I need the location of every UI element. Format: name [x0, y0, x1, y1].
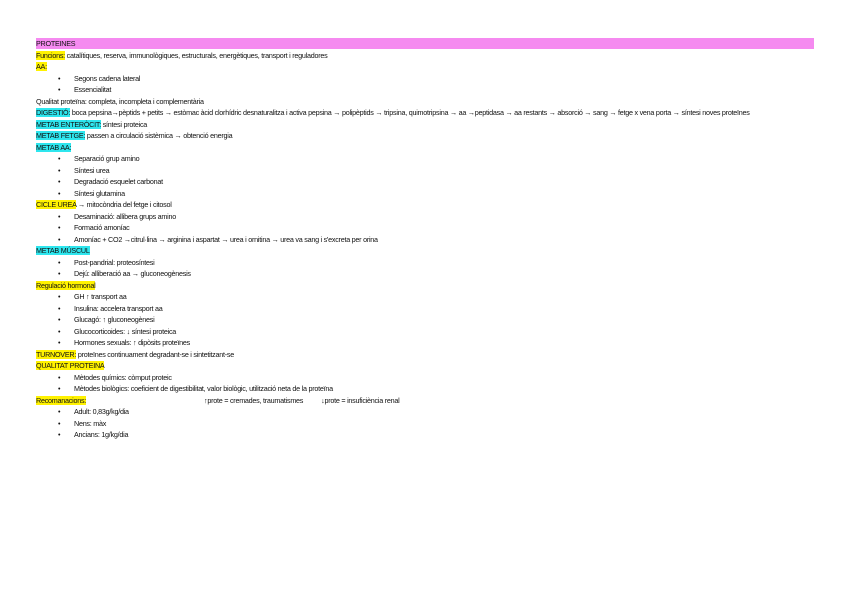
- qualitat-proteina-label: QUALITAT PROTEINA: [36, 361, 105, 370]
- aa-row: [36, 61, 814, 73]
- note-up: ↑prote = cremades, traumatismes: [204, 395, 304, 405]
- funcions-text: catalítiques, reserva, immunològiques, estructurals, energètiques, transport i reguladores: [64, 50, 328, 60]
- bullet-icon: •: [58, 223, 61, 232]
- list-item: • Ancians: 1g/kg/dia: [58, 430, 129, 439]
- metab-enterocit-label: METAB ENTERÒCIT:: [36, 119, 101, 129]
- list-item: • Formació amoníac: [58, 223, 130, 232]
- bullet-icon: •: [58, 303, 61, 313]
- list-item: • Post-pandrial: proteosíntesi: [58, 257, 155, 267]
- regulacio-row: [36, 280, 814, 292]
- list-item: • Degradació esquelet carbonat: [58, 177, 163, 186]
- list-item: • Síntesi urea: [58, 165, 110, 175]
- list-item: • GH ↑ transport aa: [58, 292, 127, 301]
- bullet-icon: •: [58, 188, 61, 198]
- metab-muscul-label: METAB MÚSCUL: [36, 246, 90, 255]
- list-item: • Mètodes biològics: coeficient de digestibilitat, valor biològic, utilització neta de la proteïna: [58, 384, 333, 393]
- recomanacions-label: Recomanacions:: [36, 395, 87, 405]
- cicle-urea-row: CICLE UREA → mitocòndria del fetge i citosol: [36, 200, 172, 209]
- bullet-icon: •: [58, 292, 61, 301]
- bullet-icon: •: [58, 407, 61, 416]
- bullet-icon: •: [58, 257, 61, 267]
- funcions-label: Funcions:: [36, 50, 65, 60]
- bullet-icon: •: [58, 418, 61, 428]
- list-item: • Insulina: accelera transport aa: [58, 303, 163, 313]
- aa-label: AA:: [36, 62, 47, 71]
- recomanacions-row: [36, 395, 814, 407]
- cicle-urea-label: CICLE UREA: [36, 200, 77, 209]
- page-title: PROTEINES: [36, 38, 814, 49]
- list-item: • Mètodes químics: còmput proteic: [58, 372, 172, 382]
- list-item: • Adult: 0,83g/kg/dia: [58, 407, 129, 416]
- bullet-icon: •: [58, 326, 61, 336]
- list-item: • Segons cadena lateral: [58, 73, 141, 83]
- list-item: • Síntesi glutamina: [58, 188, 125, 198]
- bullet-icon: •: [58, 338, 61, 347]
- list-item: • Essencialitat: [58, 85, 112, 94]
- list-item: • Separació grup amino: [58, 154, 140, 163]
- turnover-row: TURNOVER: proteïnes continuament degradant-se i sintetitzant-se: [36, 349, 234, 359]
- qualitat-line: Qualitat proteïna: completa, incompleta i complementària: [36, 96, 204, 106]
- metab-aa-row: [36, 142, 814, 154]
- metab-aa-label: METAB AA:: [36, 142, 72, 152]
- document-page: [36, 38, 814, 441]
- bullet-icon: •: [58, 315, 61, 324]
- bullet-icon: •: [58, 211, 61, 221]
- title-row: [36, 38, 814, 50]
- bullet-icon: •: [58, 85, 61, 94]
- bullet-icon: •: [58, 73, 61, 83]
- digestio-label: DIGESTIÓ:: [36, 108, 71, 117]
- list-item: • Desaminació: allibera grups amino: [58, 211, 177, 221]
- metab-fetge-label: METAB FETGE:: [36, 131, 86, 140]
- bullet-icon: •: [58, 372, 61, 382]
- turnover-label: TURNOVER:: [36, 349, 77, 359]
- metab-muscul-row: [36, 245, 814, 257]
- bullet-icon: •: [58, 165, 61, 175]
- list-item: • Dejú: alliberació aa → gluconeogènesis: [58, 269, 191, 278]
- bullet-icon: •: [58, 234, 61, 244]
- list-item: • Nens: màx: [58, 418, 107, 428]
- list-item: • Hormones sexuals: ↑ dipòsits proteïnes: [58, 338, 190, 347]
- bullet-icon: •: [58, 269, 61, 278]
- bullet-icon: •: [58, 430, 61, 439]
- list-item: • Glucocorticoides: ↓ síntesi proteica: [58, 326, 177, 336]
- metab-enterocit-row: METAB ENTERÒCIT: síntesi proteica: [36, 119, 148, 129]
- qualitat-proteina-row: [36, 360, 814, 372]
- list-item: • Glucagó: ↑ gluconeogènesi: [58, 315, 155, 324]
- digestio-text: boca pepsina→pèptids + petits → estòmac àcid clorhídric desnaturalitza i activa pepsina → polipèptids → tripsina, quimotripsina → aa →peptidasa → aa restants → absorció → sang → fetge x vena porta → síntesi noves proteïnes: [70, 108, 750, 117]
- note-down: ↓prote = insuficiència renal: [321, 395, 400, 405]
- list-item: • Amoníac + CO2 →citrul·lina → arginina i aspartat → urea i ornitina → urea va sang i s'excreta per orina: [58, 234, 378, 244]
- regulacio-label: Regulació hormonal: [36, 280, 96, 290]
- funcions-row: [36, 50, 814, 62]
- bullet-icon: •: [58, 384, 61, 393]
- bullet-icon: •: [58, 154, 61, 163]
- digestio-row: [36, 107, 814, 119]
- metab-fetge-row: METAB FETGE: passen a circulació sistèmica → obtenció energia: [36, 131, 233, 140]
- bullet-icon: •: [58, 177, 61, 186]
